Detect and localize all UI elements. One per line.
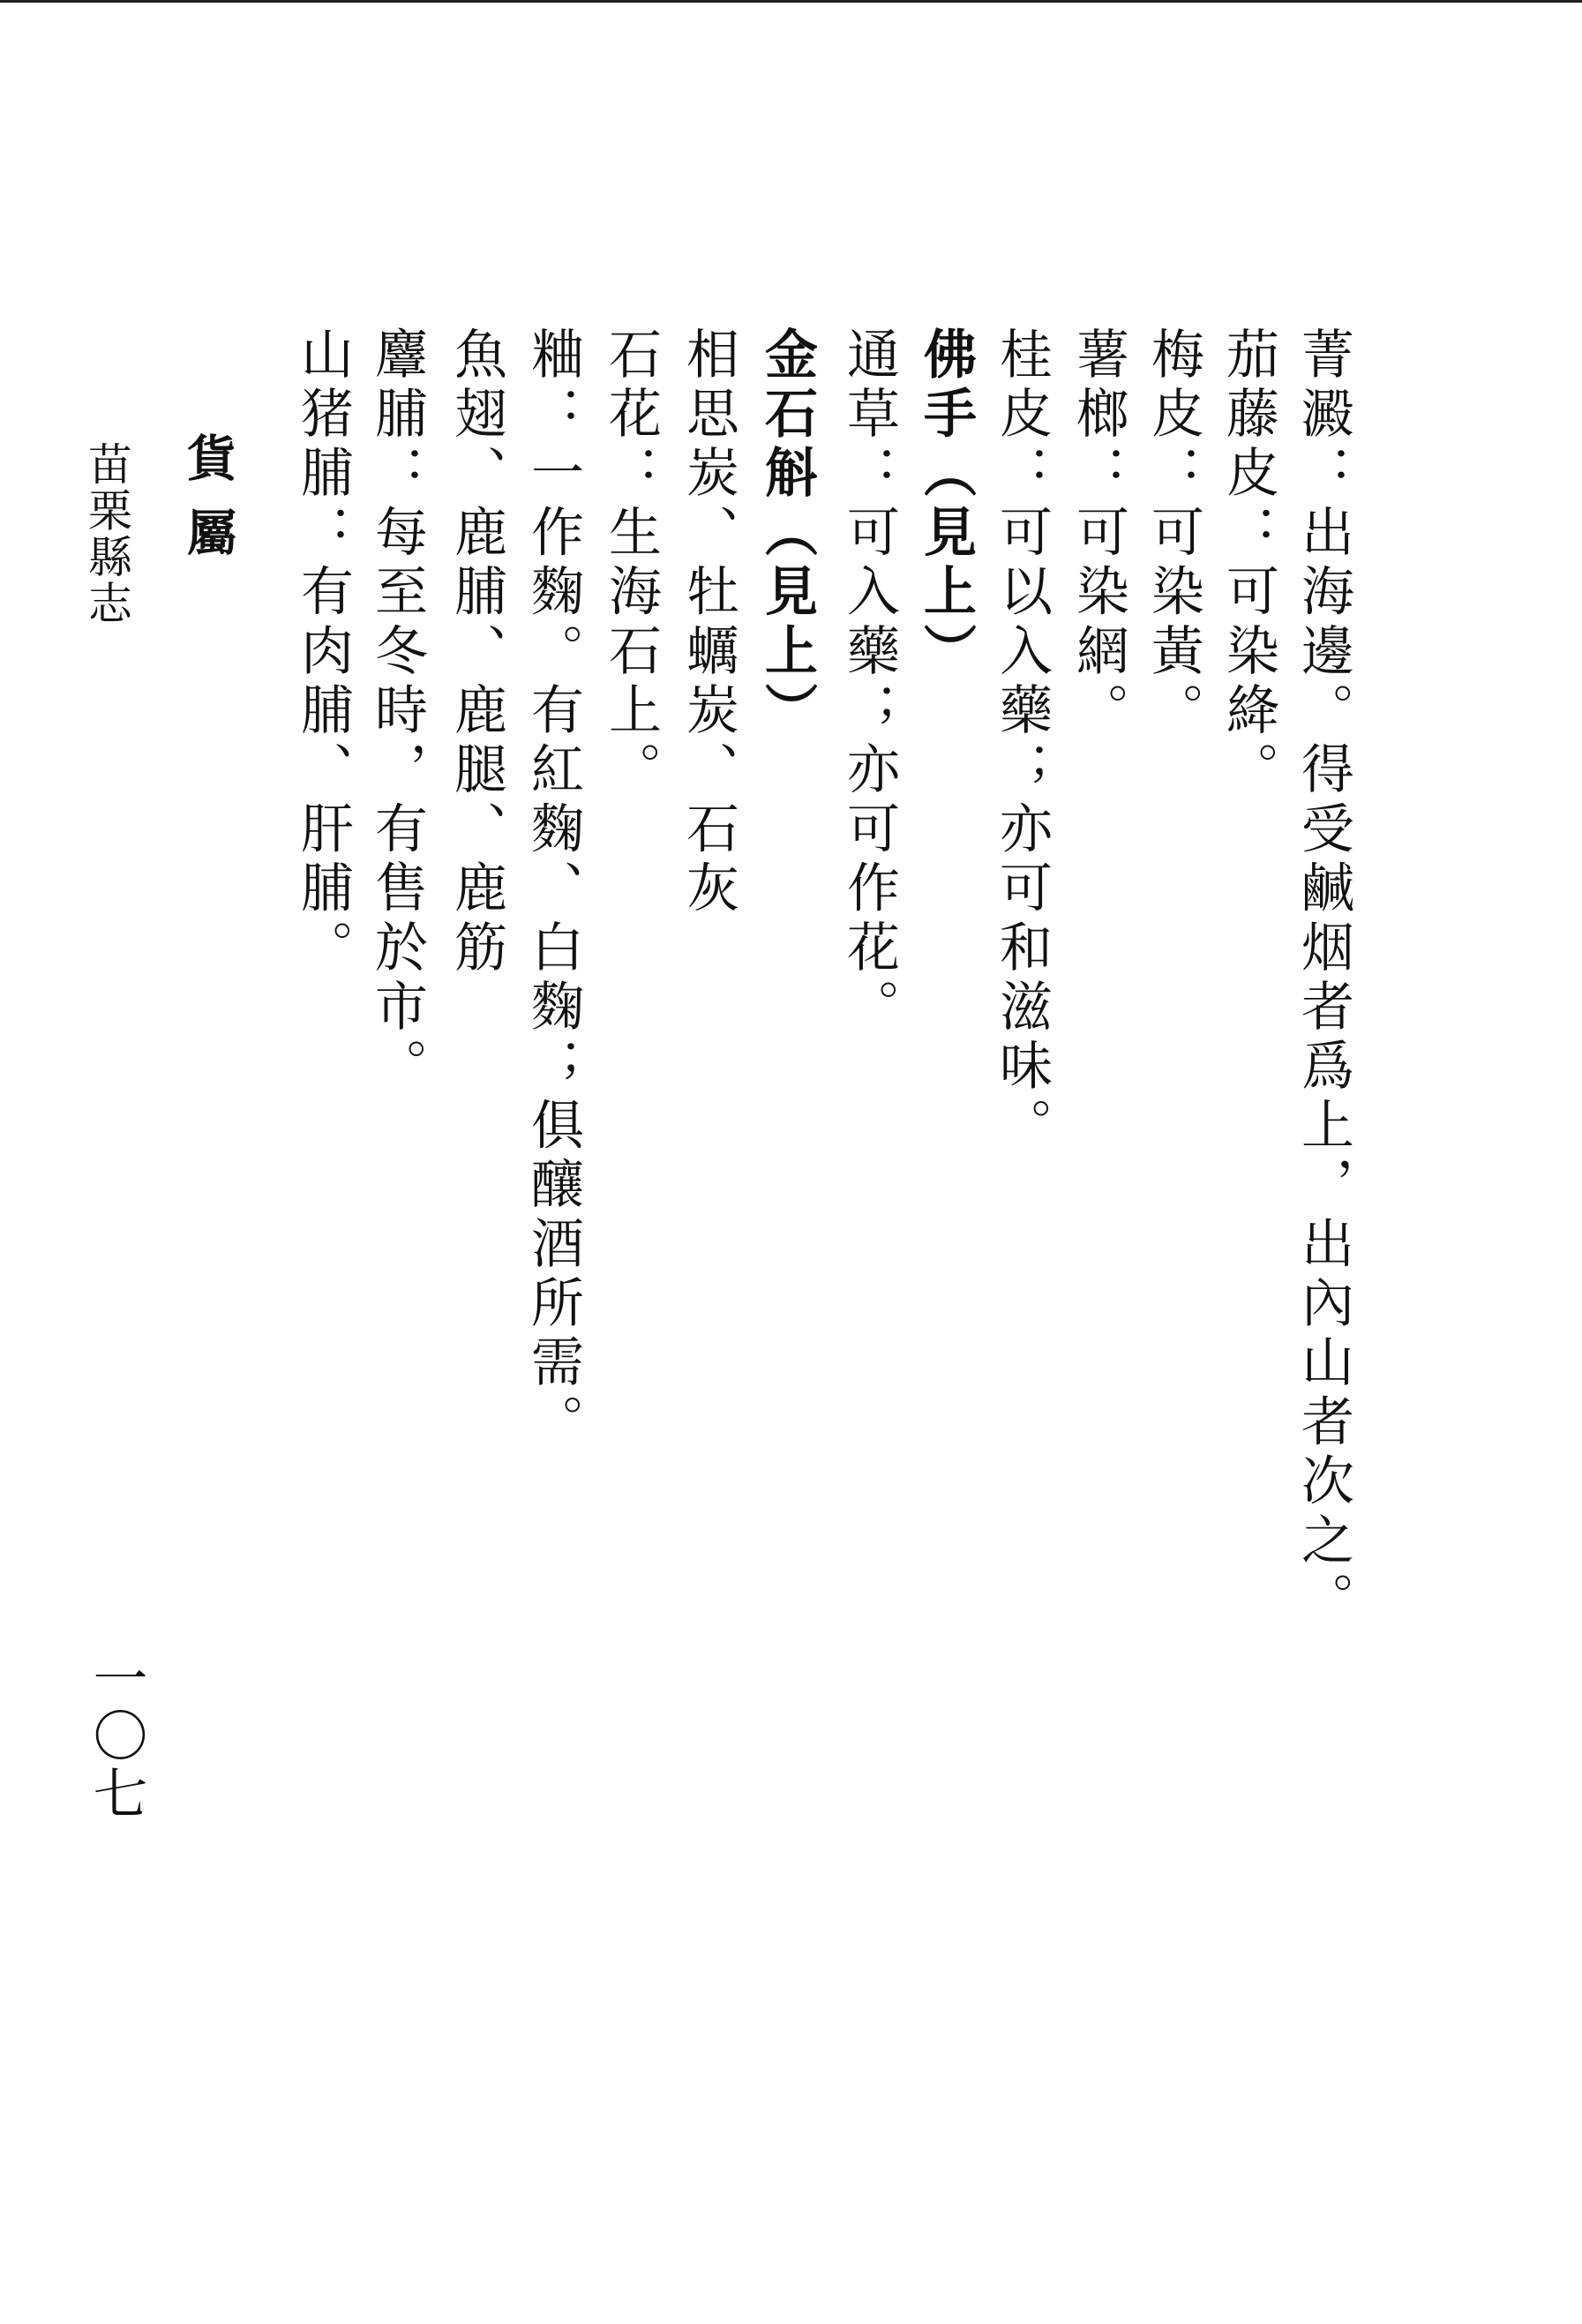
entry-column-7: 通草：可入藥；亦可作花。 xyxy=(838,326,900,1038)
entry-column-3: 梅皮：可染黃。 xyxy=(1143,326,1204,742)
entry-column-14: 山猪脯：有肉脯、肝脯。 xyxy=(292,326,354,979)
top-border-line xyxy=(0,0,1582,3)
entry-column-9: 相思炭、牡蠣炭、石灰 xyxy=(678,326,739,919)
entry-column-8: 金石斛（見上） xyxy=(756,326,818,742)
entry-column-2: 茄藤皮：可染絳。 xyxy=(1218,326,1279,801)
entry-column-11: 粬：一作麴。有紅麴、白麴；俱釀酒所需。 xyxy=(522,326,584,1453)
entry-column-1: 菁澱：出海邊。得受鹹烟者爲上，出內山者次之。 xyxy=(1293,326,1354,1631)
book-title: 苗栗縣志 xyxy=(81,441,132,626)
entry-column-10: 石花：生海石上。 xyxy=(600,326,662,801)
page-number: 一〇七 xyxy=(84,1650,148,1823)
entry-column-4: 薯榔：可染網。 xyxy=(1068,326,1129,742)
entry-column-12: 魚翅、鹿脯、鹿腿、鹿筋 xyxy=(446,326,507,979)
section-heading: 貨屬 xyxy=(179,432,237,581)
entry-column-13: 麞脯：每至冬時，有售於市。 xyxy=(366,326,428,1098)
entry-column-5: 桂皮：可以入藥；亦可和滋味。 xyxy=(991,326,1053,1157)
entry-column-6: 佛手（見上） xyxy=(915,326,977,683)
